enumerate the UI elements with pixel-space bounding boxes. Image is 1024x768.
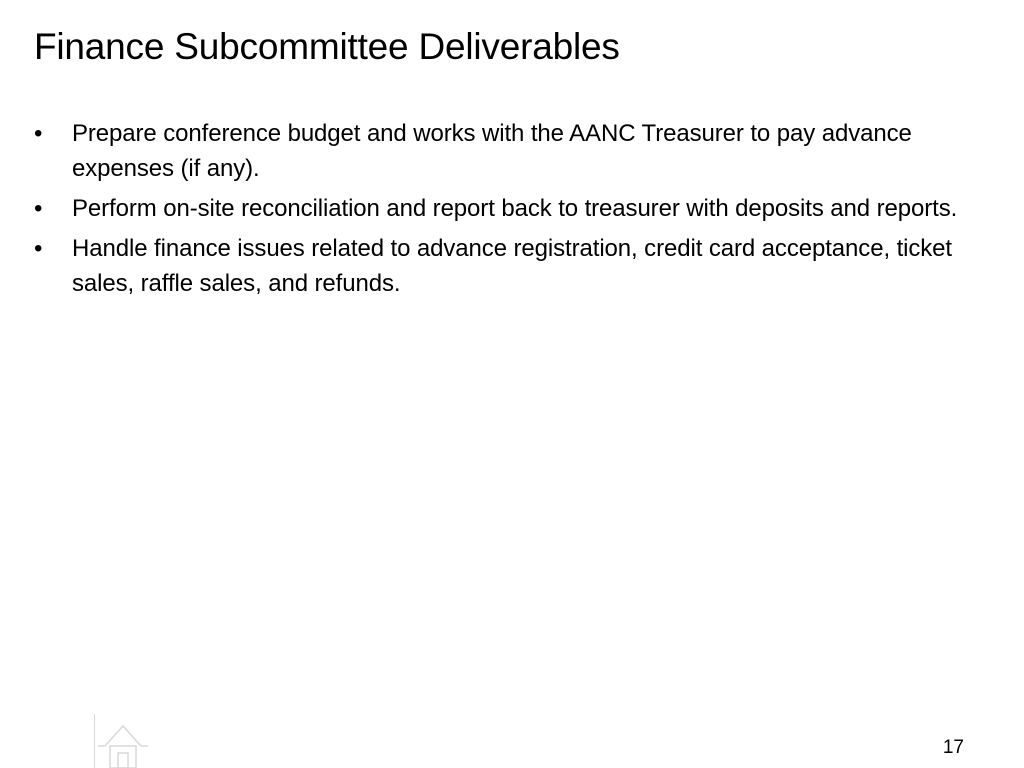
bullet-marker: • — [34, 195, 43, 222]
page-number: 17 — [942, 737, 964, 758]
bullet-marker: • — [34, 235, 43, 262]
home-button[interactable] — [94, 714, 152, 768]
bullet-item — [34, 116, 994, 186]
slide-title: Finance Subcommittee Deliverables — [34, 26, 620, 67]
bullet-list — [34, 116, 994, 306]
bullet-text: Prepare conference budget and works with the AANC Treasurer to pay advance expenses (if any). — [72, 120, 912, 182]
bullet-item — [34, 191, 994, 226]
bullet-item — [34, 231, 994, 301]
bullet-text: Handle finance issues related to advance registration, credit card acceptance, ticket sales, raffle sales, and refunds. — [72, 235, 952, 297]
home-icon — [94, 714, 152, 768]
bullet-marker: • — [34, 120, 43, 147]
bullet-text: Perform on-site reconciliation and report back to treasurer with deposits and reports. — [72, 195, 958, 222]
